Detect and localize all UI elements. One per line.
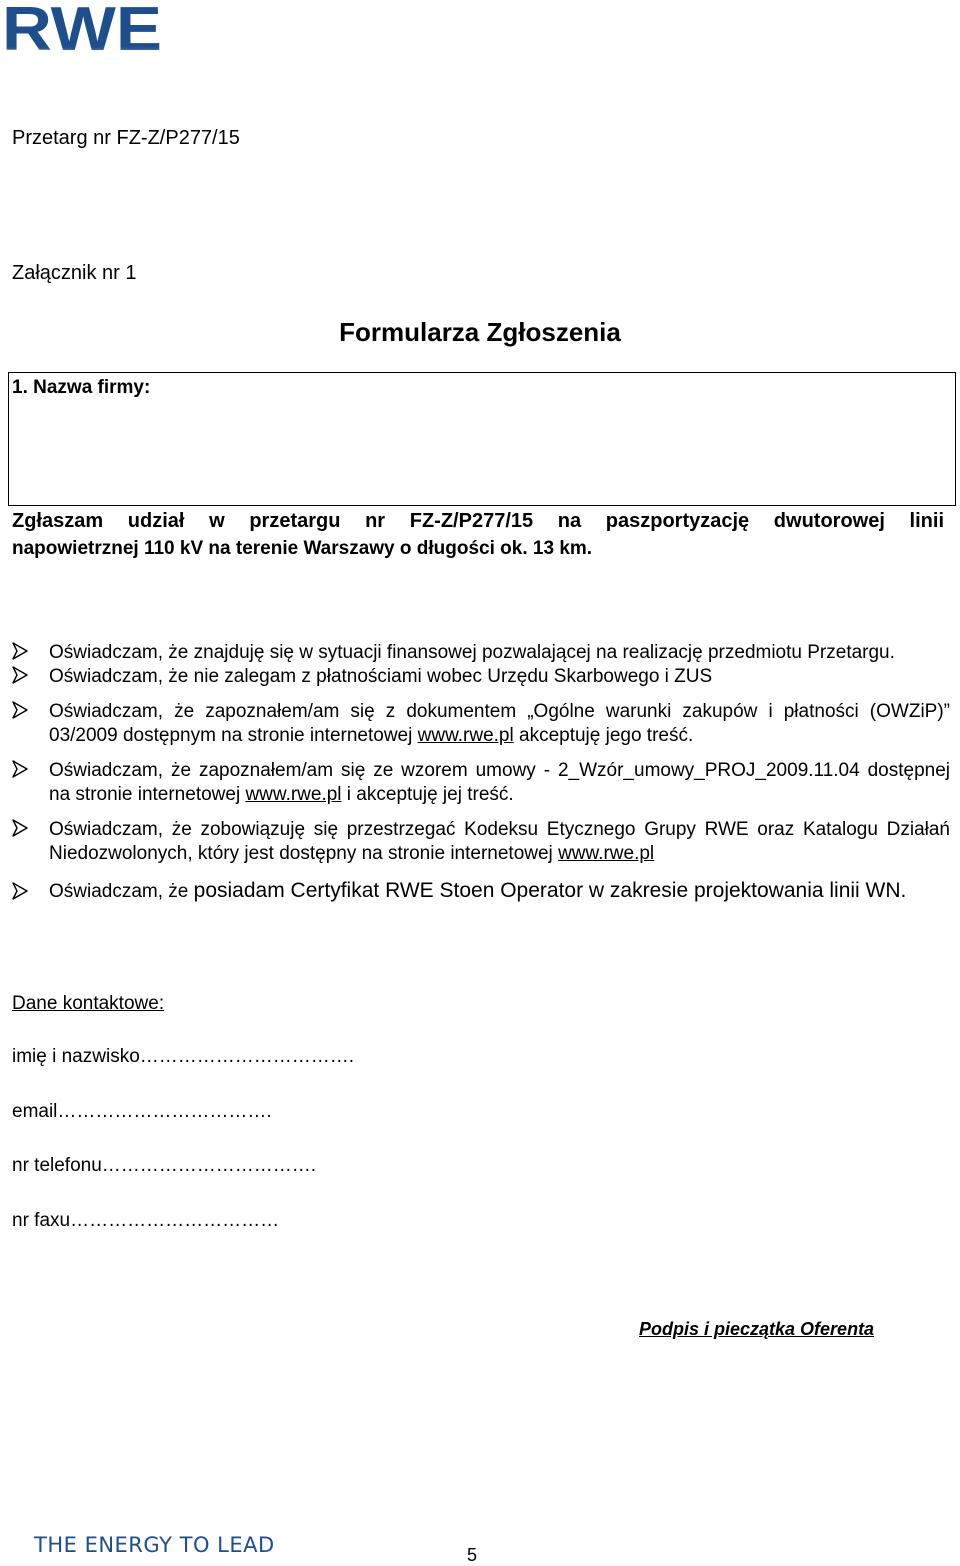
email-field[interactable]: email……………………………. — [12, 1101, 272, 1122]
name-field[interactable]: imię i nazwisko……………………………. — [12, 1046, 355, 1067]
declaration-item — [12, 700, 950, 748]
form-title: Formularza Zgłoszenia — [339, 317, 621, 347]
declaration-item — [12, 878, 950, 905]
page-number: 5 — [467, 1545, 478, 1565]
declaration-text: Oświadczam, że zobowiązuję się przestrzegać Kodeksu Etycznego Grupy RWE oraz Katalogu Działań Niedozwolonych, który jest dostępny na stronie internetowej — [49, 819, 950, 864]
declaration-item — [12, 665, 950, 689]
declaration-text-end: i akceptuję jej treść. — [341, 784, 514, 805]
intro-line-2: napowietrznej 110 kV na terenie Warszawy o długości ok. 13 km. — [12, 538, 593, 559]
declaration-item — [12, 759, 950, 807]
arrow-bullet-icon — [12, 760, 28, 778]
declaration-text-end: akceptuję jego treść. — [513, 725, 694, 746]
arrow-bullet-icon — [12, 819, 28, 837]
arrow-bullet-icon — [12, 882, 28, 900]
declaration-item — [12, 641, 950, 665]
phone-field[interactable]: nr telefonu……………………………. — [12, 1155, 317, 1176]
arrow-bullet-icon — [12, 701, 28, 719]
rwe-logo — [2, 0, 164, 62]
tender-reference: Przetarg nr FZ-Z/P277/15 — [12, 127, 240, 149]
company-name-label: 1. Nazwa firmy: — [12, 377, 151, 398]
declarations-list — [12, 641, 950, 905]
attachment-label: Załącznik nr 1 — [12, 262, 137, 284]
footer-tagline: THE ENERGY TO LEAD — [34, 1533, 275, 1557]
declaration-text: Oświadczam, że nie zalegam z płatnościami wobec Urzędu Skarbowego i ZUS — [49, 666, 713, 687]
declaration-item — [12, 818, 950, 866]
arrow-bullet-icon — [12, 666, 28, 684]
rwe-website-link[interactable]: www.rwe.pl — [245, 784, 342, 805]
fax-field[interactable]: nr faxu…………………………… — [12, 1210, 280, 1231]
declaration-text: Oświadczam, że znajduję się w sytuacji finansowej pozwalającej na realizację przedmiotu Przetargu. — [49, 642, 895, 663]
company-name-field[interactable] — [8, 372, 956, 506]
declaration-text: Oświadczam, że — [49, 881, 194, 902]
certificate-statement: posiadam Certyfikat RWE Stoen Operator w zakresie projektowania linii WN. — [193, 879, 907, 902]
rwe-website-link[interactable]: www.rwe.pl — [558, 843, 655, 864]
intro-line-1: Zgłaszam udział w przetargu nr FZ-Z/P277/15 na paszportyzację dwutorowej linii — [12, 510, 944, 532]
rwe-website-link[interactable]: www.rwe.pl — [417, 725, 514, 746]
logo-wordmark: RWE — [2, 0, 162, 62]
declaration-text: Oświadczam, że zapoznałem/am się z dokumentem „Ogólne warunki zakupów i płatności (OWZiP)” 03/2009 dostępnym na stronie internetowej — [49, 701, 950, 746]
contact-heading: Dane kontaktowe: — [12, 993, 165, 1014]
arrow-bullet-icon — [12, 642, 28, 660]
declaration-text: Oświadczam, że zapoznałem/am się ze wzorem umowy - 2_Wzór_umowy_PROJ_2009.11.04 dostępnej na stronie internetowej — [49, 760, 950, 805]
signature-label: Podpis i pieczątka Oferenta — [639, 1319, 875, 1339]
